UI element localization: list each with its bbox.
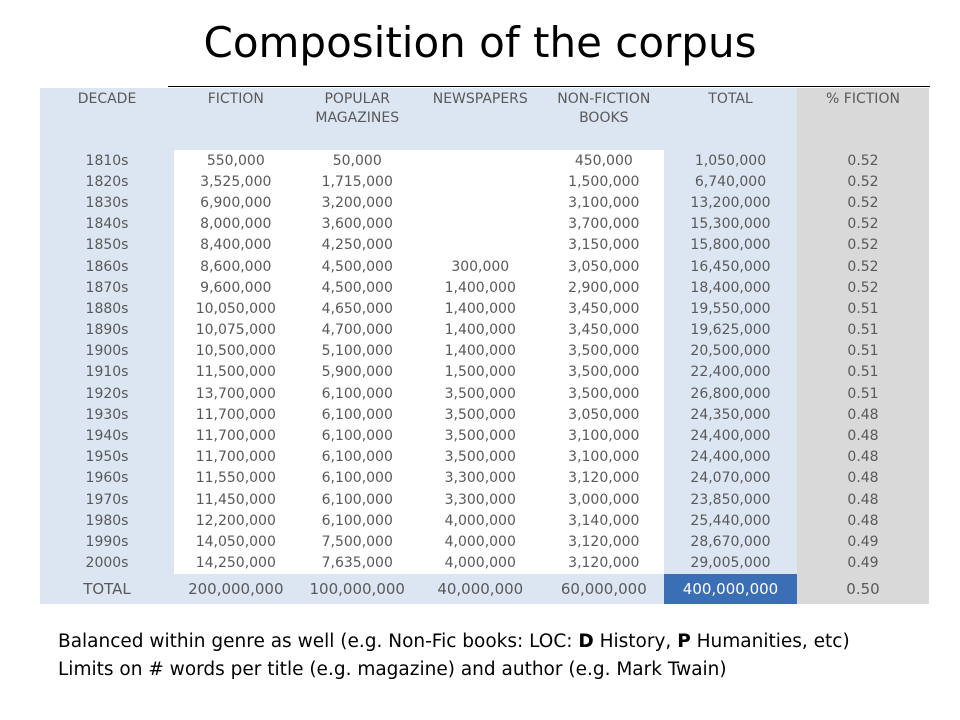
cell-fiction: 11,500,000 <box>174 362 298 383</box>
note-loc-d: D <box>578 631 594 652</box>
cell-newspapers <box>417 171 544 192</box>
cell-decade: 1840s <box>40 214 174 235</box>
cell-pct: 0.51 <box>797 362 929 383</box>
cell-decade: 1880s <box>40 298 174 319</box>
note-line-2: Limits on # words per title (e.g. magazine) and author (e.g. Mark Twain) <box>58 659 727 680</box>
cell-magazines: 1,715,000 <box>298 171 417 192</box>
cell-magazines: 6,100,000 <box>298 404 417 425</box>
cell-decade: 1820s <box>40 171 174 192</box>
cell-nonfiction: 3,000,000 <box>544 489 664 510</box>
cell-magazines: 50,000 <box>298 150 417 171</box>
cell-fiction: 14,250,000 <box>174 553 298 574</box>
cell-magazines: 3,600,000 <box>298 214 417 235</box>
cell-decade: 1910s <box>40 362 174 383</box>
cell-decade: 1860s <box>40 256 174 277</box>
cell-total: 19,625,000 <box>664 320 797 341</box>
cell-nonfiction: 3,100,000 <box>544 192 664 213</box>
cell-pct: 0.51 <box>797 383 929 404</box>
table-row <box>40 362 929 383</box>
cell-pct: 0.52 <box>797 256 929 277</box>
table-header-row <box>40 88 929 150</box>
cell-fiction: 10,075,000 <box>174 320 298 341</box>
cell-pct: 0.48 <box>797 425 929 446</box>
cell-newspapers: 1,400,000 <box>417 277 544 298</box>
cell-magazines: 6,100,000 <box>298 468 417 489</box>
cell-total: 6,740,000 <box>664 171 797 192</box>
cell-total: 26,800,000 <box>664 383 797 404</box>
cell-decade: 1950s <box>40 447 174 468</box>
cell-magazines: 4,500,000 <box>298 277 417 298</box>
table-row <box>40 192 929 213</box>
header-fiction: FICTION <box>174 88 298 150</box>
cell-fiction: 11,550,000 <box>174 468 298 489</box>
cell-newspapers: 1,400,000 <box>417 298 544 319</box>
cell-nonfiction: 3,450,000 <box>544 298 664 319</box>
header-nonfiction: NON-FICTION BOOKS <box>544 88 664 150</box>
cell-magazines: 4,250,000 <box>298 235 417 256</box>
cell-magazines: 6,100,000 <box>298 383 417 404</box>
cell-fiction: 11,700,000 <box>174 447 298 468</box>
cell-newspapers: 3,500,000 <box>417 404 544 425</box>
cell-pct: 0.52 <box>797 150 929 171</box>
cell-fiction: 8,400,000 <box>174 235 298 256</box>
table-top-rule <box>168 86 930 87</box>
cell-decade: 1870s <box>40 277 174 298</box>
table-total-row <box>40 574 929 604</box>
note-line-1-start: Balanced within genre as well (e.g. Non-Fic books: LOC: <box>58 631 579 652</box>
cell-magazines: 5,100,000 <box>298 341 417 362</box>
cell-total: 24,400,000 <box>664 447 797 468</box>
total-decade: TOTAL <box>40 574 174 604</box>
cell-newspapers <box>417 150 544 171</box>
cell-nonfiction: 3,140,000 <box>544 510 664 531</box>
cell-total: 18,400,000 <box>664 277 797 298</box>
cell-magazines: 6,100,000 <box>298 425 417 446</box>
cell-nonfiction: 3,100,000 <box>544 425 664 446</box>
cell-fiction: 8,600,000 <box>174 256 298 277</box>
cell-total: 24,070,000 <box>664 468 797 489</box>
cell-total: 19,550,000 <box>664 298 797 319</box>
cell-magazines: 5,900,000 <box>298 362 417 383</box>
cell-newspapers: 3,500,000 <box>417 425 544 446</box>
table-row <box>40 425 929 446</box>
cell-pct: 0.52 <box>797 214 929 235</box>
table-row <box>40 341 929 362</box>
cell-newspapers: 4,000,000 <box>417 553 544 574</box>
header-newspapers: NEWSPAPERS <box>417 88 544 150</box>
table-row <box>40 320 929 341</box>
cell-newspapers: 3,300,000 <box>417 489 544 510</box>
cell-total: 24,350,000 <box>664 404 797 425</box>
table-row <box>40 277 929 298</box>
total-fiction: 200,000,000 <box>174 574 298 604</box>
cell-decade: 1850s <box>40 235 174 256</box>
cell-total: 16,450,000 <box>664 256 797 277</box>
cell-fiction: 11,450,000 <box>174 489 298 510</box>
total-newspapers: 40,000,000 <box>417 574 544 604</box>
cell-total: 15,800,000 <box>664 235 797 256</box>
note-line-1-end: Humanities, etc) <box>690 631 850 652</box>
cell-total: 29,005,000 <box>664 553 797 574</box>
cell-decade: 1920s <box>40 383 174 404</box>
cell-decade: 1940s <box>40 425 174 446</box>
cell-fiction: 11,700,000 <box>174 425 298 446</box>
cell-fiction: 11,700,000 <box>174 404 298 425</box>
cell-decade: 1930s <box>40 404 174 425</box>
cell-fiction: 6,900,000 <box>174 192 298 213</box>
cell-total: 28,670,000 <box>664 531 797 552</box>
cell-nonfiction: 3,120,000 <box>544 553 664 574</box>
cell-newspapers: 1,400,000 <box>417 341 544 362</box>
total-magazines: 100,000,000 <box>298 574 417 604</box>
cell-pct: 0.52 <box>797 192 929 213</box>
cell-pct: 0.52 <box>797 277 929 298</box>
note-line-1 <box>58 628 850 656</box>
cell-total: 15,300,000 <box>664 214 797 235</box>
cell-magazines: 6,100,000 <box>298 510 417 531</box>
note-loc-p: P <box>677 631 691 652</box>
cell-nonfiction: 3,500,000 <box>544 362 664 383</box>
table-row <box>40 256 929 277</box>
cell-nonfiction: 3,500,000 <box>544 341 664 362</box>
cell-nonfiction: 450,000 <box>544 150 664 171</box>
cell-total: 25,440,000 <box>664 510 797 531</box>
cell-fiction: 9,600,000 <box>174 277 298 298</box>
table-row <box>40 235 929 256</box>
cell-pct: 0.48 <box>797 404 929 425</box>
cell-total: 24,400,000 <box>664 425 797 446</box>
cell-newspapers: 3,500,000 <box>417 447 544 468</box>
cell-fiction: 10,500,000 <box>174 341 298 362</box>
cell-pct: 0.49 <box>797 553 929 574</box>
table-row <box>40 298 929 319</box>
cell-pct: 0.48 <box>797 510 929 531</box>
cell-pct: 0.51 <box>797 341 929 362</box>
cell-nonfiction: 3,050,000 <box>544 404 664 425</box>
cell-decade: 1810s <box>40 150 174 171</box>
cell-total: 20,500,000 <box>664 341 797 362</box>
cell-fiction: 550,000 <box>174 150 298 171</box>
cell-newspapers: 1,400,000 <box>417 320 544 341</box>
cell-newspapers <box>417 235 544 256</box>
cell-magazines: 4,500,000 <box>298 256 417 277</box>
cell-newspapers: 3,500,000 <box>417 383 544 404</box>
cell-magazines: 6,100,000 <box>298 489 417 510</box>
table-row <box>40 553 929 574</box>
cell-fiction: 14,050,000 <box>174 531 298 552</box>
cell-nonfiction: 3,450,000 <box>544 320 664 341</box>
cell-newspapers: 4,000,000 <box>417 531 544 552</box>
cell-nonfiction: 3,120,000 <box>544 468 664 489</box>
cell-pct: 0.48 <box>797 447 929 468</box>
cell-fiction: 12,200,000 <box>174 510 298 531</box>
cell-decade: 1830s <box>40 192 174 213</box>
note-line-1-mid: History, <box>593 631 678 652</box>
table-row <box>40 447 929 468</box>
cell-decade: 2000s <box>40 553 174 574</box>
cell-nonfiction: 3,120,000 <box>544 531 664 552</box>
table-row <box>40 214 929 235</box>
header-total: TOTAL <box>664 88 797 150</box>
table-row <box>40 404 929 425</box>
cell-nonfiction: 1,500,000 <box>544 171 664 192</box>
cell-fiction: 8,000,000 <box>174 214 298 235</box>
cell-decade: 1990s <box>40 531 174 552</box>
cell-newspapers: 4,000,000 <box>417 510 544 531</box>
table-row <box>40 468 929 489</box>
cell-decade: 1890s <box>40 320 174 341</box>
cell-pct: 0.52 <box>797 235 929 256</box>
cell-nonfiction: 2,900,000 <box>544 277 664 298</box>
cell-nonfiction: 3,100,000 <box>544 447 664 468</box>
table-row <box>40 383 929 404</box>
cell-pct: 0.49 <box>797 531 929 552</box>
table-row <box>40 510 929 531</box>
cell-decade: 1980s <box>40 510 174 531</box>
cell-newspapers <box>417 214 544 235</box>
table-body <box>40 150 929 574</box>
total-grand-total: 400,000,000 <box>664 574 797 604</box>
cell-total: 1,050,000 <box>664 150 797 171</box>
table-row <box>40 489 929 510</box>
cell-total: 13,200,000 <box>664 192 797 213</box>
cell-pct: 0.51 <box>797 320 929 341</box>
total-nonfiction: 60,000,000 <box>544 574 664 604</box>
header-pct-fiction: % FICTION <box>797 88 929 150</box>
header-decade: DECADE <box>40 88 174 150</box>
table-row <box>40 171 929 192</box>
cell-newspapers: 1,500,000 <box>417 362 544 383</box>
cell-newspapers: 300,000 <box>417 256 544 277</box>
corpus-table <box>40 88 929 604</box>
cell-total: 23,850,000 <box>664 489 797 510</box>
cell-magazines: 7,635,000 <box>298 553 417 574</box>
cell-nonfiction: 3,500,000 <box>544 383 664 404</box>
cell-magazines: 7,500,000 <box>298 531 417 552</box>
cell-magazines: 6,100,000 <box>298 447 417 468</box>
cell-nonfiction: 3,050,000 <box>544 256 664 277</box>
cell-pct: 0.48 <box>797 489 929 510</box>
table-row <box>40 150 929 171</box>
cell-pct: 0.48 <box>797 468 929 489</box>
table-row <box>40 531 929 552</box>
cell-magazines: 4,650,000 <box>298 298 417 319</box>
cell-magazines: 3,200,000 <box>298 192 417 213</box>
cell-nonfiction: 3,700,000 <box>544 214 664 235</box>
cell-fiction: 13,700,000 <box>174 383 298 404</box>
cell-pct: 0.52 <box>797 171 929 192</box>
cell-nonfiction: 3,150,000 <box>544 235 664 256</box>
cell-magazines: 4,700,000 <box>298 320 417 341</box>
slide-notes <box>58 628 850 684</box>
cell-fiction: 3,525,000 <box>174 171 298 192</box>
cell-decade: 1960s <box>40 468 174 489</box>
slide-title: Composition of the corpus <box>203 18 757 67</box>
cell-newspapers: 3,300,000 <box>417 468 544 489</box>
cell-fiction: 10,050,000 <box>174 298 298 319</box>
cell-pct: 0.51 <box>797 298 929 319</box>
header-magazines: POPULAR MAGAZINES <box>298 88 417 150</box>
cell-newspapers <box>417 192 544 213</box>
cell-decade: 1970s <box>40 489 174 510</box>
cell-total: 22,400,000 <box>664 362 797 383</box>
total-pct-fiction: 0.50 <box>797 574 929 604</box>
cell-decade: 1900s <box>40 341 174 362</box>
